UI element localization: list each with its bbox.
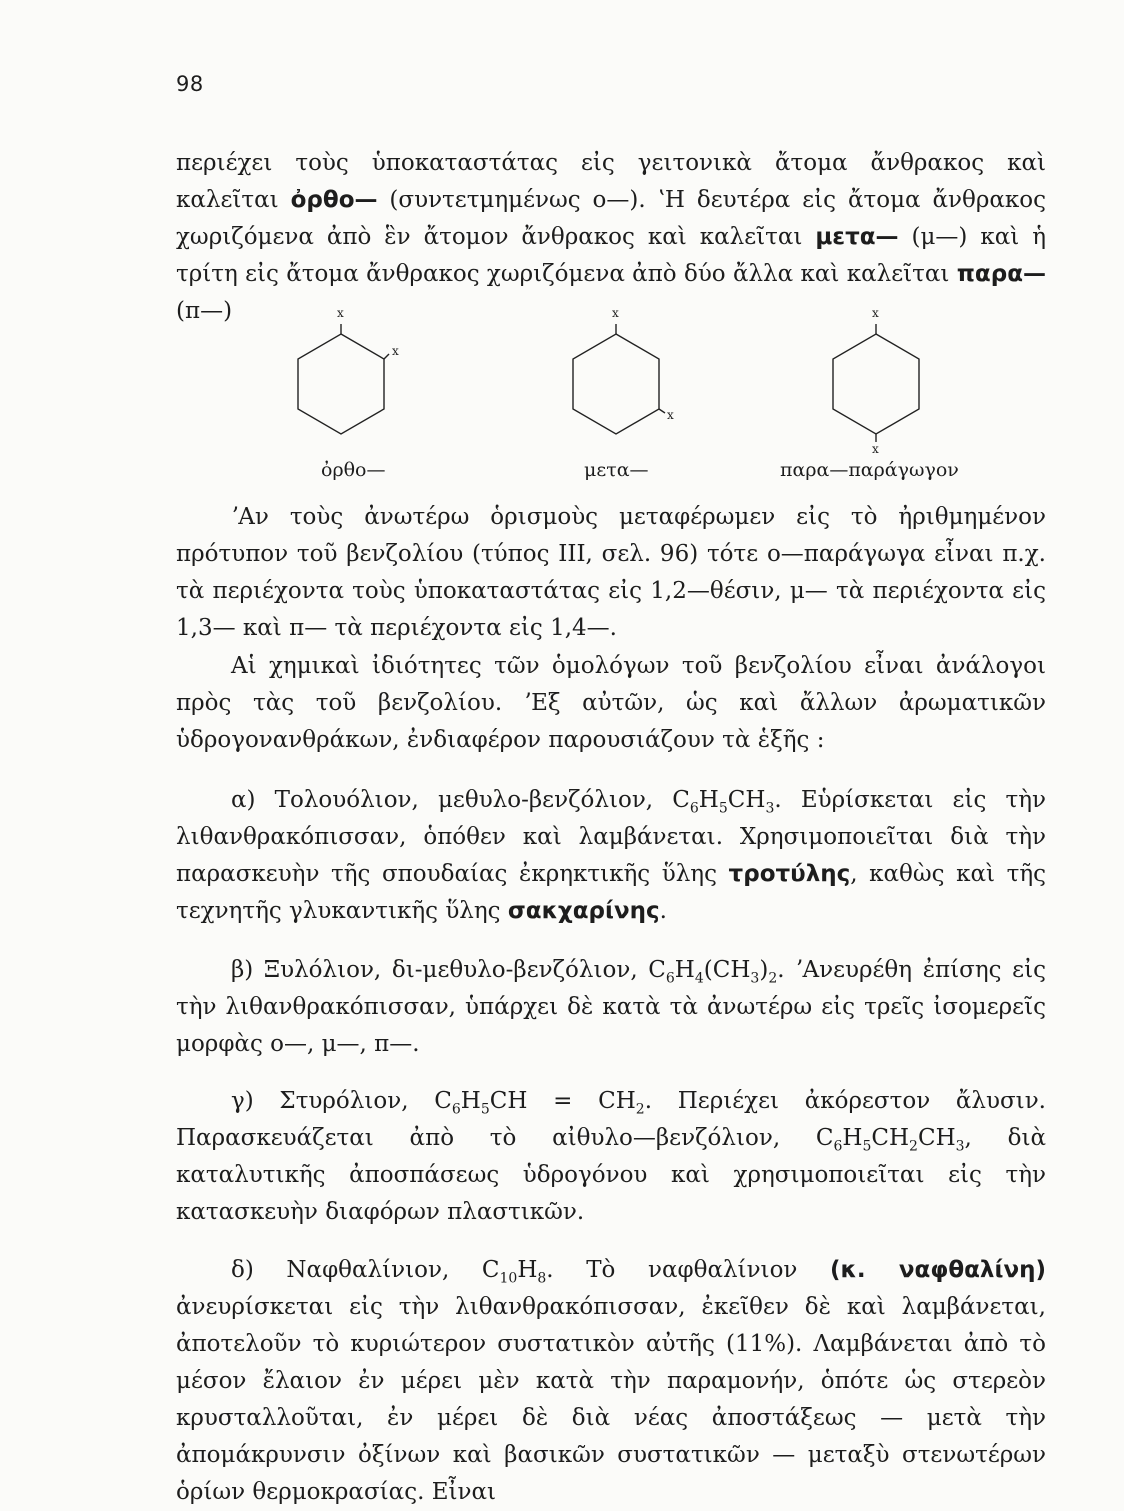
term-trotyl: τροτύλης	[728, 861, 851, 887]
toluene-text-6: .	[659, 898, 667, 924]
styrene-text-3: CH = CH	[489, 1088, 636, 1114]
isomer-figure	[176, 304, 1046, 484]
toluene-sub-1: 6	[689, 800, 699, 817]
styrene-text-4: . Περιέχει ἀκόρεστον ἄλυσιν. Παρασκευάζεται ἀπὸ τὸ αἰθυλο—βενζόλιον, C	[176, 1088, 1046, 1151]
caption-ortho: ὀρθο—	[321, 459, 386, 481]
styrene-sub-4: 6	[833, 1138, 843, 1155]
toluene-text-4: . Εὑρίσκεται εἰς τὴν λιθανθρακόπισσαν, ὁπόθεν καὶ λαμβάνεται. Χρησιμοποιεῖται διὰ τὴν παρασκευὴν τῆς σπουδαίας ἐκρηκτικῆς ὕλης	[176, 787, 1047, 887]
ortho-bond-2	[384, 354, 389, 359]
homologs-text: Αἱ χημικαὶ ἰδιότητες τῶν ὁμολόγων τοῦ βενζολίου εἶναι ἀνάλογοι πρὸς τὰς τοῦ βενζολίου. ʼΕξ αὐτῶν, ὡς καὶ ἄλλων ἀρωματικῶν ὑδρογονανθράκων, ἐνδιαφέρον παρουσιάζουν τὰ ἑξῆς :	[176, 653, 1046, 753]
paragraph-homologs	[176, 648, 1046, 759]
styrene-sub-2: 5	[480, 1101, 490, 1118]
caption-para: παρα—παράγωγον	[780, 459, 959, 481]
para-substituent-2: x	[872, 442, 879, 456]
styrene-sub-7: 3	[955, 1138, 965, 1155]
naphthalene-text-1: δ) Ναφθαλίνιον, C	[231, 1257, 500, 1283]
toluene-text-2: H	[698, 787, 719, 813]
item-naphthalene	[176, 1252, 1046, 1511]
toluene-text-3: CH	[727, 787, 766, 813]
para-ring	[833, 334, 919, 434]
benzene-rings-diagram	[176, 304, 1046, 464]
toluene-text-1: α) Τολουόλιον, μεθυλο-βενζόλιον, C	[231, 787, 690, 813]
toluene-sub-3: 3	[765, 800, 775, 817]
numbering-text: ʼΑν τοὺς ἀνωτέρω ὁρισμοὺς μεταφέρωμεν εἰς τὸ ἠριθμημένον πρότυπον τοῦ βενζολίου (τύπος III, σελ. 96) τότε ο—παράγωγα εἶναι π.χ. τὰ περιέχοντα τοὺς ὑποκαταστάτας εἰς 1,2—θέσιν, μ— τὰ περιέχοντα εἰς 1,3— καὶ π— τὰ περιέχοντα εἰς 1,4—.	[176, 504, 1046, 641]
intro-text-2: (μ—) καὶ ἡ τρίτη εἰς ἄτομα ἄνθρακος χωριζόμενα ἀπὸ δύο ἄλλα καὶ καλεῖται	[176, 224, 1046, 287]
meta-bond-2	[659, 409, 665, 413]
xylene-sub-2: 4	[694, 970, 704, 987]
xylene-sub-4: 2	[768, 970, 778, 987]
naphthalene-text-3: . Τὸ ναφθαλίνιον	[546, 1257, 830, 1283]
xylene-sub-1: 6	[665, 970, 675, 987]
toluene-sub-2: 5	[718, 800, 728, 817]
term-para: παρα—	[956, 261, 1046, 287]
xylene-text-5: . ʼΑνευρέθη ἐπίσης εἰς τὴν λιθανθρακόπισσαν, ὑπάρχει δὲ κατὰ τὰ ἀνωτέρω εἰς τρεῖς ἰσομερεῖς μορφὰς ο—, μ—, π—.	[176, 957, 1046, 1057]
styrene-text-6: CH	[871, 1125, 910, 1151]
ortho-substituent-2: x	[392, 344, 399, 358]
intro-line1: περιέχει τοὺς ὑποκαταστάτας εἰς γειτονικὰ ἄτομα ἄνθρακος καὶ καλεῖται	[176, 150, 1046, 213]
styrene-text-8: , διὰ καταλυτικῆς ἀποσπάσεως ὑδρογόνου καὶ χρησιμοποιεῖται εἰς τὴν κατασκευὴν διαφόρων πλαστικῶν.	[176, 1125, 1046, 1225]
styrene-sub-6: 2	[909, 1138, 918, 1155]
term-ortho: ὀρθο—	[290, 187, 378, 213]
naphthalene-sub-2: 8	[537, 1270, 547, 1287]
xylene-text-2: H	[674, 957, 695, 983]
naphthalene-text-4: ἀνευρίσκεται εἰς τὴν λιθανθρακόπισσαν, ἐκεῖθεν δὲ καὶ λαμβάνεται, ἀποτελοῦν τὸ κυριώτερον συστατικὸν αὐτῆς (11%). Λαμβάνεται ἀπὸ τὸ μέσον ἔλαιον ἐν μέρει μὲν κατὰ τὴν παραμονήν, ὁπότε ὡς στερεὸν κρυσταλλοῦται, ἐν μέρει δὲ διὰ νέας ἀποστάξεως — μετὰ τὴν ἀπομάκρυνσιν ὀξίνων καὶ βασικῶν συστατικῶν — μεταξὺ στενωτέρων ὁρίων θερμοκρασίας. Εἶναι	[176, 1294, 1046, 1505]
styrene-text-1: γ) Στυρόλιον, C	[231, 1088, 452, 1114]
intro-text-1: (συντετμημένως ο—). ʽΗ δευτέρα εἰς ἄτομα ἄνθρακος χωριζόμενα ἀπὸ ἓν ἄτομον ἄνθρακος καὶ καλεῖται	[176, 187, 1046, 250]
styrene-text-2: H	[460, 1088, 481, 1114]
naphthalene-text-2: H	[517, 1257, 538, 1283]
caption-meta: μετα—	[584, 459, 649, 481]
xylene-text-4: )	[759, 957, 769, 983]
item-xylene	[176, 952, 1046, 1063]
meta-substituent-2: x	[667, 408, 674, 422]
item-toluene	[176, 782, 1046, 930]
item-styrene	[176, 1083, 1046, 1231]
paragraph-numbering	[176, 499, 1046, 647]
meta-substituent-1: x	[612, 306, 619, 320]
styrene-sub-3: 2	[635, 1101, 645, 1118]
para-substituent-1: x	[872, 306, 879, 320]
term-naphthaline: (κ. ναφθαλίνη)	[830, 1257, 1047, 1283]
styrene-sub-5: 5	[862, 1138, 872, 1155]
intro-text-3: (π—)	[176, 298, 233, 324]
naphthalene-sub-1: 10	[499, 1270, 518, 1287]
styrene-text-5: H	[842, 1125, 863, 1151]
term-meta: μετα—	[815, 224, 899, 250]
xylene-sub-3: 3	[750, 970, 760, 987]
toluene-text-5: , καθὼς καὶ τῆς τεχνητῆς γλυκαντικῆς ὕλης	[176, 861, 1046, 924]
ortho-substituent-1: x	[337, 306, 344, 320]
term-saccharin: σακχαρίνης	[507, 898, 660, 924]
paragraph-intro	[176, 145, 1046, 330]
ortho-ring	[298, 334, 384, 434]
xylene-text-1: β) Ξυλόλιον, δι-μεθυλο-βενζόλιον, C	[231, 957, 666, 983]
meta-ring	[573, 334, 659, 434]
styrene-sub-1: 6	[451, 1101, 461, 1118]
styrene-text-7: CH	[917, 1125, 956, 1151]
xylene-text-3: (CH	[703, 957, 751, 983]
page-number: 98	[176, 72, 204, 96]
